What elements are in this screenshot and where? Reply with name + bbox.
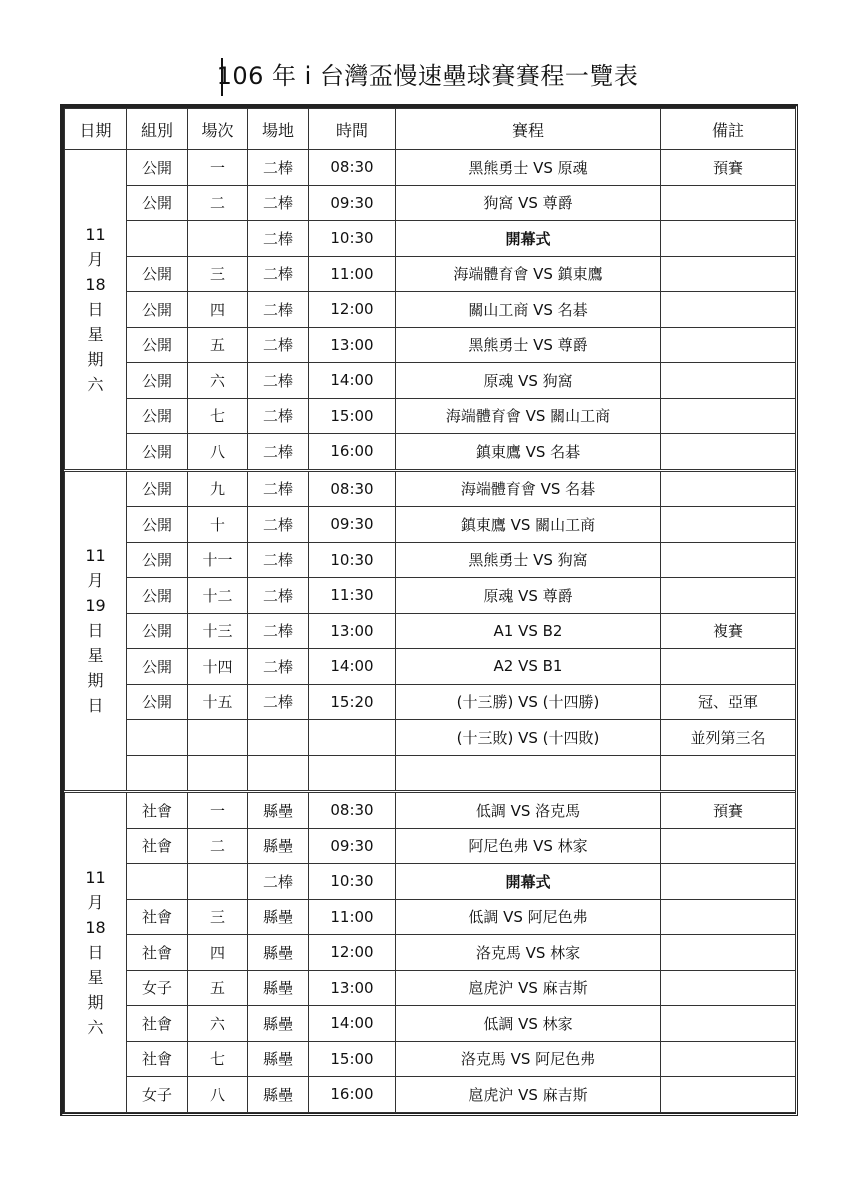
- match-cell: 關山工商 VS 名碁: [396, 292, 661, 328]
- group-cell: 公開: [127, 327, 188, 363]
- game-cell: 五: [188, 327, 248, 363]
- note-cell: [661, 578, 796, 614]
- game-cell: 一: [188, 792, 248, 829]
- time-cell: 13:00: [309, 970, 396, 1006]
- note-cell: [661, 542, 796, 578]
- group-cell: [127, 864, 188, 900]
- venue-cell: 二棒: [248, 578, 309, 614]
- note-cell: [661, 935, 796, 971]
- time-cell: 08:30: [309, 150, 396, 186]
- header-group: 組別: [127, 109, 188, 150]
- game-cell: 六: [188, 363, 248, 399]
- venue-cell: 二棒: [248, 649, 309, 685]
- venue-cell: 二棒: [248, 256, 309, 292]
- note-cell: [661, 1077, 796, 1113]
- note-cell: 冠、亞軍: [661, 684, 796, 720]
- match-cell: [396, 755, 661, 792]
- match-cell: 鎮東鷹 VS 名碁: [396, 434, 661, 471]
- table-row: [65, 578, 796, 614]
- group-cell: [127, 221, 188, 257]
- game-cell: 十三: [188, 613, 248, 649]
- match-cell: 海端體育會 VS 鎮東鷹: [396, 256, 661, 292]
- game-cell: 五: [188, 970, 248, 1006]
- note-cell: [661, 363, 796, 399]
- group-cell: 公開: [127, 256, 188, 292]
- date-line: 星: [87, 324, 104, 344]
- match-cell: 洛克馬 VS 阿尼色弗: [396, 1041, 661, 1077]
- note-cell: [661, 292, 796, 328]
- game-cell: [188, 864, 248, 900]
- game-cell: [188, 720, 248, 756]
- match-cell: 黑熊勇士 VS 狗窩: [396, 542, 661, 578]
- date-line: 月: [87, 249, 104, 269]
- venue-cell: 二棒: [248, 684, 309, 720]
- time-cell: 09:30: [309, 185, 396, 221]
- date-line: 日: [87, 942, 104, 962]
- match-cell: 扈虎沪 VS 麻吉斯: [396, 970, 661, 1006]
- game-cell: [188, 755, 248, 792]
- time-cell: 13:00: [309, 613, 396, 649]
- table-row: [65, 434, 796, 471]
- note-cell: [661, 221, 796, 257]
- game-cell: 六: [188, 1006, 248, 1042]
- match-cell: 原魂 VS 狗窩: [396, 363, 661, 399]
- game-cell: [188, 221, 248, 257]
- time-cell: [309, 720, 396, 756]
- note-cell: [661, 398, 796, 434]
- group-cell: 公開: [127, 684, 188, 720]
- match-cell: (十三敗) VS (十四敗): [396, 720, 661, 756]
- note-cell: [661, 434, 796, 471]
- group-cell: 女子: [127, 1077, 188, 1113]
- group-cell: 女子: [127, 970, 188, 1006]
- group-cell: 公開: [127, 398, 188, 434]
- table-row: [65, 542, 796, 578]
- time-cell: 09:30: [309, 828, 396, 864]
- time-cell: 14:00: [309, 363, 396, 399]
- date-line: 星: [87, 967, 104, 987]
- header-time: 時間: [309, 109, 396, 150]
- match-cell: 開幕式: [396, 864, 661, 900]
- group-cell: 社會: [127, 899, 188, 935]
- match-cell: 低調 VS 林家: [396, 1006, 661, 1042]
- game-cell: 七: [188, 398, 248, 434]
- venue-cell: 二棒: [248, 221, 309, 257]
- time-cell: 15:00: [309, 1041, 396, 1077]
- date-line: 日: [87, 696, 104, 716]
- time-cell: 11:30: [309, 578, 396, 614]
- match-cell: (十三勝) VS (十四勝): [396, 684, 661, 720]
- date-line: 期: [87, 992, 104, 1012]
- date-line: 六: [87, 374, 104, 394]
- date-line: 18: [85, 917, 106, 937]
- table-row: [65, 327, 796, 363]
- venue-cell: 縣壘: [248, 970, 309, 1006]
- group-cell: 公開: [127, 292, 188, 328]
- note-cell: [661, 828, 796, 864]
- date-line: 11: [85, 867, 106, 887]
- match-cell: A2 VS B1: [396, 649, 661, 685]
- venue-cell: 二棒: [248, 363, 309, 399]
- game-cell: 四: [188, 935, 248, 971]
- game-cell: 十一: [188, 542, 248, 578]
- table-row: [65, 1077, 796, 1113]
- table-row: [65, 1041, 796, 1077]
- date-line: 期: [87, 671, 104, 691]
- header-date: 日期: [65, 109, 127, 150]
- venue-cell: 二棒: [248, 864, 309, 900]
- venue-cell: 二棒: [248, 613, 309, 649]
- game-cell: 十五: [188, 684, 248, 720]
- table-row: [65, 755, 796, 792]
- game-cell: 三: [188, 256, 248, 292]
- time-cell: 10:30: [309, 542, 396, 578]
- time-cell: 12:00: [309, 935, 396, 971]
- venue-cell: [248, 720, 309, 756]
- game-cell: 一: [188, 150, 248, 186]
- schedule-sheet: [60, 104, 798, 1116]
- match-cell: 狗窩 VS 尊爵: [396, 185, 661, 221]
- group-cell: 公開: [127, 363, 188, 399]
- group-cell: 公開: [127, 185, 188, 221]
- game-cell: 十四: [188, 649, 248, 685]
- group-cell: 社會: [127, 792, 188, 829]
- date-cell: [65, 792, 127, 1113]
- table-row: [65, 828, 796, 864]
- group-cell: 社會: [127, 1006, 188, 1042]
- note-cell: [661, 970, 796, 1006]
- game-cell: 二: [188, 185, 248, 221]
- match-cell: 扈虎沪 VS 麻吉斯: [396, 1077, 661, 1113]
- schedule-table: [64, 108, 796, 1113]
- venue-cell: 二棒: [248, 185, 309, 221]
- match-cell: 洛克馬 VS 林家: [396, 935, 661, 971]
- venue-cell: 二棒: [248, 542, 309, 578]
- venue-cell: 縣壘: [248, 935, 309, 971]
- time-cell: 14:00: [309, 1006, 396, 1042]
- time-cell: 08:30: [309, 792, 396, 829]
- group-cell: 公開: [127, 649, 188, 685]
- header-match: 賽程: [396, 109, 661, 150]
- time-cell: 14:00: [309, 649, 396, 685]
- note-cell: [661, 507, 796, 543]
- match-cell: 鎮東鷹 VS 關山工商: [396, 507, 661, 543]
- venue-cell: [248, 755, 309, 792]
- time-cell: 09:30: [309, 507, 396, 543]
- date-line: 月: [87, 892, 104, 912]
- date-line: 月: [87, 571, 104, 591]
- group-cell: 公開: [127, 434, 188, 471]
- game-cell: 四: [188, 292, 248, 328]
- game-cell: 七: [188, 1041, 248, 1077]
- game-cell: 九: [188, 470, 248, 507]
- group-cell: 公開: [127, 542, 188, 578]
- date-line: 日: [87, 299, 104, 319]
- page-title: 106 年 i 台灣盃慢速壘球賽賽程一覽表: [216, 62, 639, 90]
- table-row: [65, 292, 796, 328]
- match-cell: 海端體育會 VS 名碁: [396, 470, 661, 507]
- table-row: [65, 363, 796, 399]
- table-row: [65, 970, 796, 1006]
- time-cell: 11:00: [309, 899, 396, 935]
- time-cell: 16:00: [309, 434, 396, 471]
- match-cell: 開幕式: [396, 221, 661, 257]
- note-cell: [661, 1006, 796, 1042]
- time-cell: 15:00: [309, 398, 396, 434]
- table-row: [65, 221, 796, 257]
- note-cell: [661, 470, 796, 507]
- table-row: [65, 470, 796, 507]
- game-cell: 八: [188, 434, 248, 471]
- date-line: 11: [85, 224, 106, 244]
- group-cell: 社會: [127, 1041, 188, 1077]
- date-line: 期: [87, 349, 104, 369]
- date-cell: [65, 150, 127, 471]
- venue-cell: 縣壘: [248, 1006, 309, 1042]
- venue-cell: 二棒: [248, 150, 309, 186]
- time-cell: [309, 755, 396, 792]
- group-cell: 公開: [127, 613, 188, 649]
- header-venue: 場地: [248, 109, 309, 150]
- venue-cell: 縣壘: [248, 1077, 309, 1113]
- time-cell: 08:30: [309, 470, 396, 507]
- note-cell: 並列第三名: [661, 720, 796, 756]
- match-cell: 低調 VS 阿尼色弗: [396, 899, 661, 935]
- venue-cell: 二棒: [248, 292, 309, 328]
- note-cell: [661, 327, 796, 363]
- note-cell: [661, 185, 796, 221]
- header-note: 備註: [661, 109, 796, 150]
- note-cell: 複賽: [661, 613, 796, 649]
- venue-cell: 縣壘: [248, 828, 309, 864]
- venue-cell: 縣壘: [248, 899, 309, 935]
- group-cell: 公開: [127, 507, 188, 543]
- date-cell: [65, 470, 127, 792]
- date-line: 星: [87, 646, 104, 666]
- header-row: [65, 109, 796, 150]
- time-cell: 13:00: [309, 327, 396, 363]
- header-game: 場次: [188, 109, 248, 150]
- table-row: [65, 398, 796, 434]
- table-row: [65, 185, 796, 221]
- table-row: [65, 613, 796, 649]
- note-cell: 預賽: [661, 150, 796, 186]
- group-cell: [127, 755, 188, 792]
- note-cell: [661, 256, 796, 292]
- note-cell: [661, 864, 796, 900]
- time-cell: 10:30: [309, 221, 396, 257]
- table-row: [65, 899, 796, 935]
- venue-cell: 二棒: [248, 434, 309, 471]
- match-cell: 原魂 VS 尊爵: [396, 578, 661, 614]
- note-cell: [661, 1041, 796, 1077]
- venue-cell: 二棒: [248, 470, 309, 507]
- note-cell: [661, 899, 796, 935]
- table-row: [65, 150, 796, 186]
- table-row: [65, 649, 796, 685]
- schedule-body: [65, 150, 796, 1113]
- table-row: [65, 720, 796, 756]
- venue-cell: 縣壘: [248, 792, 309, 829]
- venue-cell: 二棒: [248, 398, 309, 434]
- match-cell: 阿尼色弗 VS 林家: [396, 828, 661, 864]
- time-cell: 16:00: [309, 1077, 396, 1113]
- time-cell: 11:00: [309, 256, 396, 292]
- note-cell: [661, 755, 796, 792]
- date-line: 六: [87, 1017, 104, 1037]
- match-cell: 海端體育會 VS 關山工商: [396, 398, 661, 434]
- time-cell: 12:00: [309, 292, 396, 328]
- table-row: [65, 507, 796, 543]
- group-cell: 公開: [127, 150, 188, 186]
- note-cell: 預賽: [661, 792, 796, 829]
- group-cell: 公開: [127, 578, 188, 614]
- date-line: 19: [85, 596, 106, 616]
- date-line: 11: [85, 546, 106, 566]
- table-row: [65, 792, 796, 829]
- table-row: [65, 935, 796, 971]
- game-cell: 十二: [188, 578, 248, 614]
- group-cell: [127, 720, 188, 756]
- game-cell: 十: [188, 507, 248, 543]
- table-row: [65, 256, 796, 292]
- game-cell: 八: [188, 1077, 248, 1113]
- group-cell: 公開: [127, 470, 188, 507]
- game-cell: 二: [188, 828, 248, 864]
- group-cell: 社會: [127, 935, 188, 971]
- date-line: 18: [85, 274, 106, 294]
- venue-cell: 縣壘: [248, 1041, 309, 1077]
- match-cell: 黑熊勇士 VS 原魂: [396, 150, 661, 186]
- match-cell: A1 VS B2: [396, 613, 661, 649]
- venue-cell: 二棒: [248, 507, 309, 543]
- match-cell: 黑熊勇士 VS 尊爵: [396, 327, 661, 363]
- venue-cell: 二棒: [248, 327, 309, 363]
- match-cell: 低調 VS 洛克馬: [396, 792, 661, 829]
- date-line: 日: [87, 621, 104, 641]
- group-cell: 社會: [127, 828, 188, 864]
- time-cell: 10:30: [309, 864, 396, 900]
- time-cell: 15:20: [309, 684, 396, 720]
- game-cell: 三: [188, 899, 248, 935]
- table-row: [65, 1006, 796, 1042]
- table-row: [65, 864, 796, 900]
- note-cell: [661, 649, 796, 685]
- table-row: [65, 684, 796, 720]
